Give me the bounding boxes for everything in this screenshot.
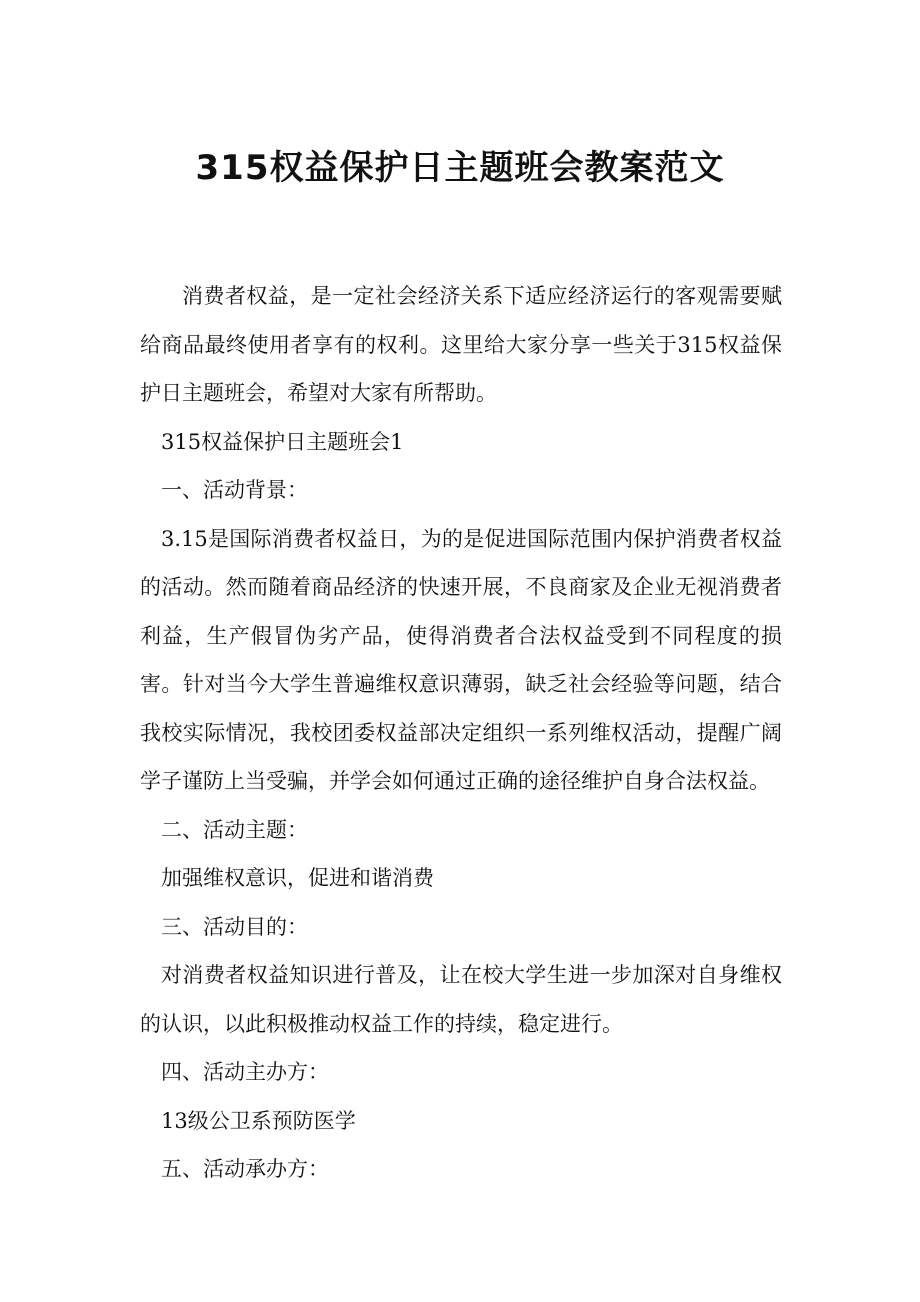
purpose-paragraph: 对消费者权益知识进行普及，让在校大学生进一步加深对自身维权的认识，以此积极推动权益工作的持续，稳定进行。: [140, 963, 782, 1036]
background-paragraph: 3.15是国际消费者权益日，为的是促进国际范围内保护消费者权益的活动。然而随着商品经济的快速开展，不良商家及企业无视消费者利益，生产假冒伪劣产品，使得消费者合法权益受到不同程度的损害。针对当今大学生普遍维权意识薄弱，缺乏社会经验等问题，结合我校实际情况，我校团委权益部决定组织一系列维权活动，提醒广阔学子谨防上当受骗，并学会如何通过正确的途径维护自身合法权益。: [140, 526, 782, 793]
section-heading-theme: 二、活动主题：: [161, 817, 308, 842]
section-heading-class-meeting: 315权益保护日主题班会1: [161, 429, 404, 454]
intro-paragraph: 消费者权益，是一定社会经济关系下适应经济运行的客观需要赋给商品最终使用者享有的权利。这里给大家分享一些关于315权益保护日主题班会，希望对大家有所帮助。: [140, 284, 782, 405]
section-heading-organizer: 四、活动主办方：: [161, 1060, 329, 1084]
document-title: 315权益保护日主题班会教案范文: [195, 148, 725, 188]
organizer-paragraph: 13级公卫系预防医学: [161, 1108, 356, 1133]
section-heading-co-organizer: 五、活动承办方：: [161, 1157, 329, 1181]
document-body: [140, 272, 782, 1194]
section-heading-background: 一、活动背景：: [161, 478, 308, 502]
section-heading-purpose: 三、活动目的：: [161, 914, 308, 939]
theme-paragraph: 加强维权意识，促进和谐消费: [161, 866, 434, 890]
